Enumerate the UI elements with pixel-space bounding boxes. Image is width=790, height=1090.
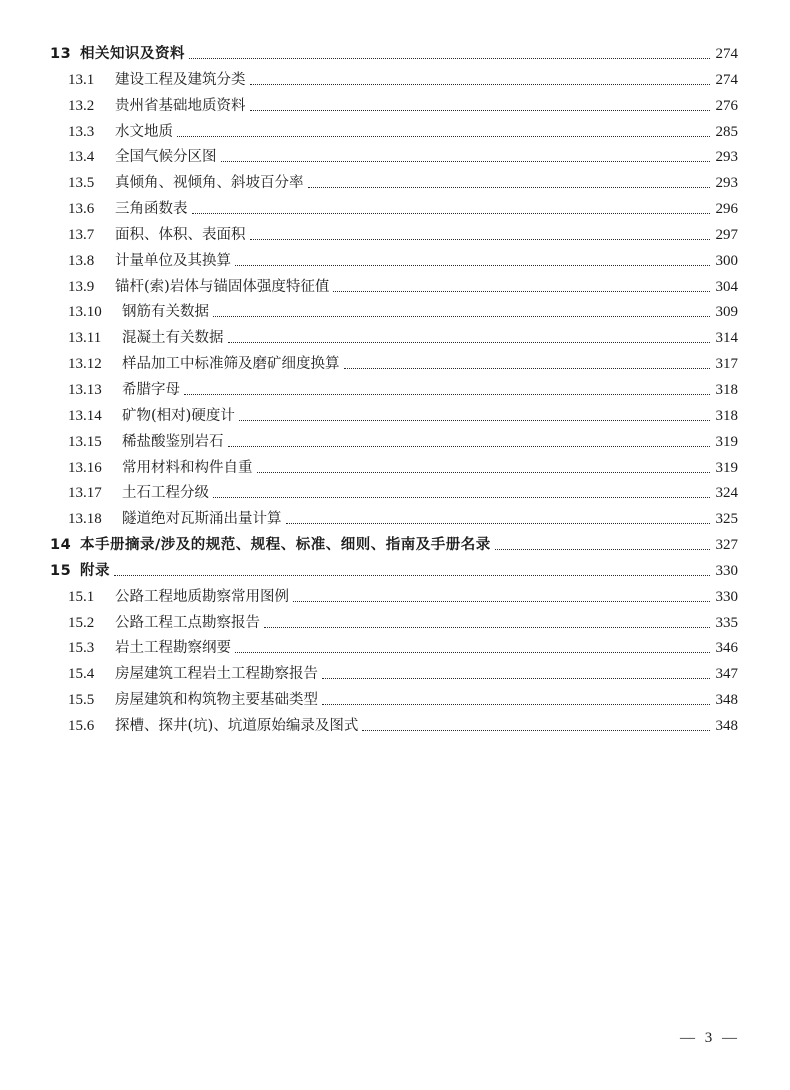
dot-leader xyxy=(228,342,710,343)
toc-entry-page-number: 319 xyxy=(715,433,738,450)
toc-entry-page-number: 318 xyxy=(715,381,738,398)
dot-leader xyxy=(250,84,710,85)
dot-leader xyxy=(235,652,710,653)
toc-entry-page-number: 276 xyxy=(715,97,738,114)
toc-entry-number: 13.3 xyxy=(68,123,95,140)
toc-entry-number: 13.18 xyxy=(68,511,102,528)
toc-chapter-entry[interactable] xyxy=(0,42,790,68)
toc-entry-number: 13 xyxy=(50,46,72,62)
toc-entry-number: 13.12 xyxy=(68,356,102,373)
toc-entry-title: 公路工程工点勘察报告 xyxy=(115,614,260,631)
toc-section-entry[interactable] xyxy=(0,300,790,326)
toc-entry-page-number: 317 xyxy=(715,356,738,373)
toc-entry-number: 13.13 xyxy=(68,381,102,398)
dot-leader xyxy=(189,58,710,59)
dot-leader xyxy=(177,136,710,137)
toc-entry-page-number: 348 xyxy=(715,692,738,709)
dot-leader xyxy=(239,420,710,421)
toc-entry-page-number: 309 xyxy=(715,304,738,321)
toc-section-entry[interactable] xyxy=(0,456,790,482)
toc-entry-number: 13.4 xyxy=(68,149,95,166)
toc-entry-page-number: 319 xyxy=(715,459,738,476)
dot-leader xyxy=(184,394,710,395)
dot-leader xyxy=(495,549,710,550)
toc-entry-page-number: 335 xyxy=(715,614,738,631)
toc-entry-number: 15.2 xyxy=(68,614,95,631)
toc-entry-title: 计量单位及其换算 xyxy=(115,252,231,269)
toc-section-entry[interactable] xyxy=(0,326,790,352)
toc-entry-number: 13.8 xyxy=(68,252,95,269)
toc-entry-number: 13.11 xyxy=(68,330,102,347)
toc-entry-title: 土石工程分级 xyxy=(122,485,209,502)
toc-entry-page-number: 300 xyxy=(715,252,738,269)
toc-entry-page-number: 330 xyxy=(715,562,738,579)
toc-entry-title: 本手册摘录/涉及的规范、规程、标准、细则、指南及手册名录 xyxy=(80,537,491,554)
toc-entry-number: 13.2 xyxy=(68,97,95,114)
toc-entry-title: 公路工程地质勘察常用图例 xyxy=(115,588,289,605)
toc-entry-title: 岩土工程勘察纲要 xyxy=(115,640,231,657)
dot-leader xyxy=(362,730,710,731)
toc-entry-title: 附录 xyxy=(80,562,110,579)
toc-chapter-entry[interactable] xyxy=(0,533,790,559)
toc-entry-page-number: 293 xyxy=(715,149,738,166)
toc-entry-page-number: 318 xyxy=(715,407,738,424)
toc-entry-number: 13.1 xyxy=(68,71,95,88)
dot-leader xyxy=(250,110,710,111)
toc-section-entry[interactable] xyxy=(0,507,790,533)
toc-section-entry[interactable] xyxy=(0,611,790,637)
toc-section-entry[interactable] xyxy=(0,145,790,171)
toc-entry-number: 15.4 xyxy=(68,666,95,683)
toc-entry-page-number: 327 xyxy=(715,537,738,554)
toc-entry-number: 13.9 xyxy=(68,278,95,295)
toc-section-entry[interactable] xyxy=(0,223,790,249)
toc-section-entry[interactable] xyxy=(0,662,790,688)
dot-leader xyxy=(257,472,710,473)
toc-entry-title: 建设工程及建筑分类 xyxy=(115,71,246,88)
toc-entry-title: 矿物(相对)硬度计 xyxy=(122,407,235,424)
toc-entry-page-number: 274 xyxy=(715,71,738,88)
toc-entry-title: 三角函数表 xyxy=(115,201,188,218)
toc-entry-number: 13.15 xyxy=(68,433,102,450)
toc-entry-number: 13.10 xyxy=(68,304,102,321)
toc-entry-title: 希腊字母 xyxy=(122,381,180,398)
dot-leader xyxy=(322,704,710,705)
toc-entry-title: 相关知识及资料 xyxy=(80,46,185,62)
table-of-contents xyxy=(0,42,790,740)
toc-entry-number: 15 xyxy=(50,562,72,579)
toc-entry-title: 混凝土有关数据 xyxy=(122,330,224,347)
toc-entry-page-number: 297 xyxy=(715,226,738,243)
dot-leader xyxy=(235,265,710,266)
toc-section-entry[interactable] xyxy=(0,68,790,94)
toc-entry-number: 15.6 xyxy=(68,717,95,734)
toc-entry-number: 13.5 xyxy=(68,175,95,192)
toc-section-entry[interactable] xyxy=(0,120,790,146)
toc-entry-number: 14 xyxy=(50,537,72,554)
toc-entry-page-number: 314 xyxy=(715,330,738,347)
toc-entry-title: 常用材料和构件自重 xyxy=(122,459,253,476)
dot-leader xyxy=(333,291,710,292)
toc-section-entry[interactable] xyxy=(0,378,790,404)
toc-entry-page-number: 347 xyxy=(715,666,738,683)
toc-entry-title: 水文地质 xyxy=(115,123,173,140)
dot-leader xyxy=(322,678,710,679)
dot-leader xyxy=(221,161,710,162)
toc-entry-page-number: 324 xyxy=(715,485,738,502)
dot-leader xyxy=(286,523,710,524)
toc-entry-title: 全国气候分区图 xyxy=(115,149,217,166)
toc-entry-title: 贵州省基础地质资料 xyxy=(115,97,246,114)
toc-section-entry[interactable] xyxy=(0,636,790,662)
dot-leader xyxy=(308,187,710,188)
toc-entry-number: 13.6 xyxy=(68,201,95,218)
toc-entry-number: 13.7 xyxy=(68,226,95,243)
toc-section-entry[interactable] xyxy=(0,352,790,378)
dot-leader xyxy=(192,213,710,214)
toc-section-entry[interactable] xyxy=(0,430,790,456)
toc-entry-number: 13.14 xyxy=(68,407,102,424)
toc-entry-title: 真倾角、视倾角、斜坡百分率 xyxy=(115,175,304,192)
toc-chapter-entry[interactable] xyxy=(0,559,790,585)
toc-entry-title: 房屋建筑工程岩土工程勘察报告 xyxy=(115,666,318,683)
toc-section-entry[interactable] xyxy=(0,197,790,223)
toc-entry-title: 探槽、探井(坑)、坑道原始编录及图式 xyxy=(115,717,359,734)
toc-section-entry[interactable] xyxy=(0,714,790,740)
page-number: — 3 — xyxy=(680,1030,740,1046)
toc-entry-page-number: 304 xyxy=(715,278,738,295)
toc-entry-page-number: 296 xyxy=(715,201,738,218)
dot-leader xyxy=(250,239,710,240)
dot-leader xyxy=(213,497,710,498)
toc-entry-title: 面积、体积、表面积 xyxy=(115,226,246,243)
toc-entry-number: 15.5 xyxy=(68,692,95,709)
toc-entry-title: 稀盐酸鉴别岩石 xyxy=(122,433,224,450)
toc-entry-page-number: 325 xyxy=(715,511,738,528)
toc-entry-number: 15.3 xyxy=(68,640,95,657)
toc-section-entry[interactable] xyxy=(0,275,790,301)
dot-leader xyxy=(264,627,710,628)
toc-entry-page-number: 330 xyxy=(715,588,738,605)
toc-entry-title: 样品加工中标准筛及磨矿细度换算 xyxy=(122,356,340,373)
toc-section-entry[interactable] xyxy=(0,171,790,197)
toc-entry-title: 隧道绝对瓦斯涌出量计算 xyxy=(122,511,282,528)
dot-leader xyxy=(293,601,710,602)
toc-entry-title: 房屋建筑和构筑物主要基础类型 xyxy=(115,692,318,709)
toc-section-entry[interactable] xyxy=(0,585,790,611)
dot-leader xyxy=(344,368,710,369)
toc-section-entry[interactable] xyxy=(0,688,790,714)
toc-section-entry[interactable] xyxy=(0,481,790,507)
toc-entry-page-number: 274 xyxy=(715,46,738,62)
toc-entry-number: 15.1 xyxy=(68,588,95,605)
toc-entry-number: 13.17 xyxy=(68,485,102,502)
toc-entry-title: 锚杆(索)岩体与锚固体强度特征值 xyxy=(115,278,330,295)
toc-entry-page-number: 348 xyxy=(715,717,738,734)
toc-entry-number: 13.16 xyxy=(68,459,102,476)
dot-leader xyxy=(228,446,710,447)
toc-entry-page-number: 285 xyxy=(715,123,738,140)
toc-section-entry[interactable] xyxy=(0,94,790,120)
toc-entry-title: 钢筋有关数据 xyxy=(122,304,209,321)
toc-section-entry[interactable] xyxy=(0,404,790,430)
toc-section-entry[interactable] xyxy=(0,249,790,275)
dot-leader xyxy=(213,316,710,317)
dot-leader xyxy=(114,575,710,576)
toc-entry-page-number: 293 xyxy=(715,175,738,192)
toc-entry-page-number: 346 xyxy=(715,640,738,657)
